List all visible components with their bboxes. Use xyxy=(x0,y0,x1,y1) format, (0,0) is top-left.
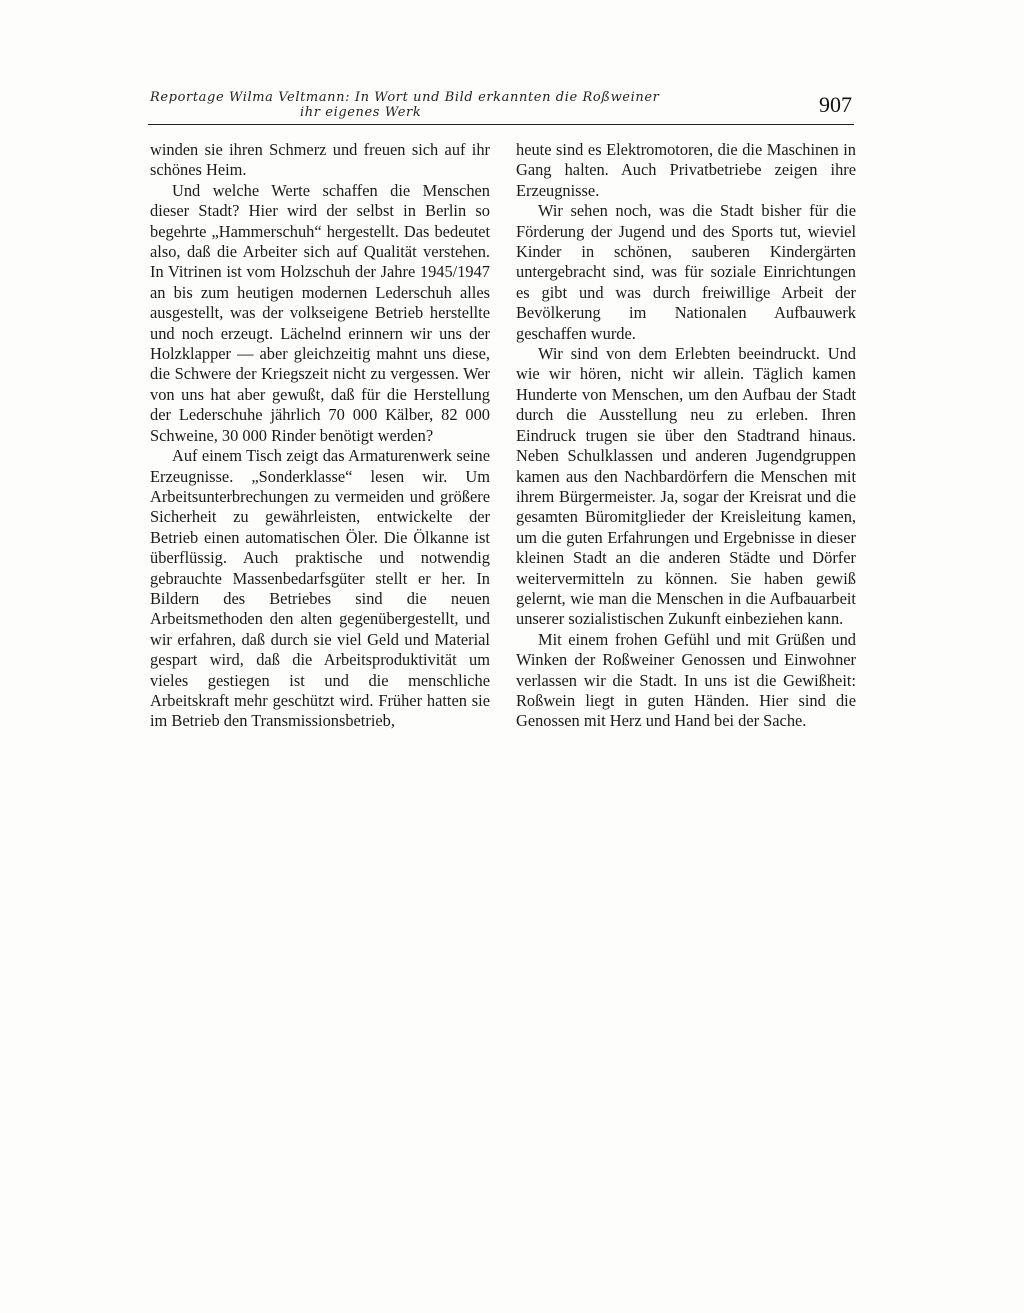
page-number: 907 xyxy=(819,92,852,117)
paragraph: Mit einem frohen Gefühl und mit Grüßen und Winken der Roßweiner Genossen und Einwohner verlassen wir die Stadt. In uns ist die Gewißheit: Roßwein liegt in guten Händen. Hier sind die Genossen mit Herz und Hand bei der Sache. xyxy=(516,629,856,731)
paragraph: Und welche Werte schaffen die Menschen dieser Stadt? Hier wird der selbst in Berlin so begehrte „Hammerschuh“ hergestellt. Das bedeutet also, daß die Arbeiter sich auf Qualität verstehen. In Vitrinen ist vom Holzschuh der Jahre 1945/1947 an bis zum heutigen modernen Lederschuh alles ausgestellt, was der volkseigene Betrieb herstellte und noch erzeugt. Lächelnd erinnern wir uns der Holzklapper — aber gleichzeitig mahnt uns diese, die Schwere der Kriegszeit nicht zu vergessen. Wer von uns hat aber gewußt, daß für die Herstellung der Lederschuhe jährlich 70 000 Kälber, 82 000 Schweine, 30 000 Rinder benötigt werden? xyxy=(150,180,490,445)
paragraph: Wir sehen noch, was die Stadt bisher für die Förderung der Jugend und des Sports tut, wieviel Kinder in schönen, sauberen Kindergärten untergebracht sind, was für soziale Einrichtungen es gibt und was durch freiwillige Arbeit der Bevölkerung im Nationalen Aufbauwerk geschaffen wurde. xyxy=(516,201,856,343)
header-title-line-1: Reportage Wilma Veltmann: In Wort und Bild erkannten die Roßweiner xyxy=(150,90,660,105)
paragraph: heute sind es Elektromotoren, die die Maschinen in Gang halten. Auch Privatbetriebe zeigen ihre Erzeugnisse. xyxy=(516,140,856,200)
header-title-line-2: ihr eigenes Werk xyxy=(300,105,422,120)
header-divider xyxy=(148,124,854,125)
text-column-right xyxy=(516,140,856,732)
running-header xyxy=(150,90,854,126)
paragraph: Wir sind von dem Erlebten beeindruckt. Und wie wir hören, nicht wir allein. Täglich kamen Hunderte von Menschen, um den Aufbau der Stadt durch die Ausstellung neu zu erleben. Ihren Eindruck trugen sie über den Stadtrand hinaus. Neben Schulklassen und anderen Jugendgruppen kamen aus den Nachbardörfern die Menschen mit ihrem Bürgermeister. Ja, sogar der Kreisrat und die gesamten Büromitglieder der Kreisleitung kamen, um die guten Erfahrungen und Ergebnisse in dieser kleinen Stadt an die anderen Städte und Dörfer weitervermitteln zu können. Sie haben gewiß gelernt, wie man die Menschen in die Aufbauarbeit unserer sozialistischen Zukunft einbeziehen kann. xyxy=(516,344,856,629)
paragraph: Auf einem Tisch zeigt das Armaturenwerk seine Erzeugnisse. „Sonderklasse“ lesen wir. Um Arbeitsunterbrechungen zu vermeiden und größere Sicherheit zu gewährleisten, entwickelte der Betrieb einen automatischen Öler. Die Ölkanne ist überflüssig. Auch praktische und notwendig gebrauchte Massenbedarfsgüter stellt er her. In Bildern des Betriebes sind die neuen Arbeitsmethoden den alten gegenübergestellt, und wir erfahren, daß durch sie viel Geld und Material gespart wird, daß die Arbeitsproduktivität um vieles gestiegen ist und die menschliche Arbeitskraft mehr geschützt wird. Früher hatten sie im Betrieb den Transmissionsbetrieb, xyxy=(150,446,490,731)
paragraph: winden sie ihren Schmerz und freuen sich auf ihr schönes Heim. xyxy=(150,140,490,180)
running-header-title xyxy=(150,90,710,120)
text-column-left xyxy=(150,140,490,732)
